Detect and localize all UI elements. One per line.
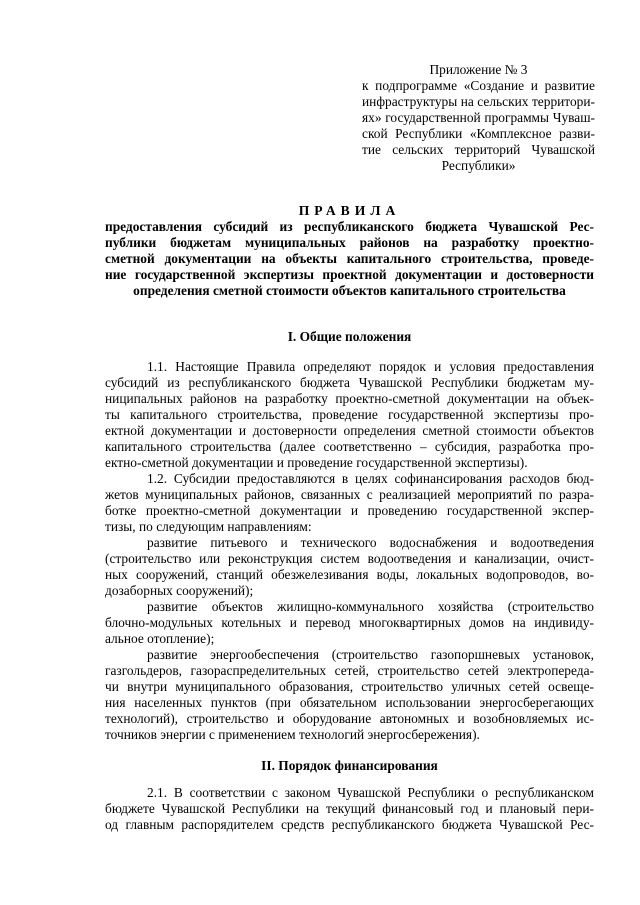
rules-subtitle-line: сметной документации на объекты капитального строительства, проведе- bbox=[105, 251, 594, 266]
paragraph-line: развитие энергообеспечения (строительство газопоршневых установок, bbox=[147, 647, 594, 662]
appendix-line: Республики» bbox=[441, 158, 516, 173]
paragraph-line: точников энергии с применением технологий энергосбережения). bbox=[105, 727, 480, 742]
section-heading: I. Общие положения bbox=[287, 329, 412, 344]
rules-subtitle-line: публики бюджетам муниципальных районов на разработку проектно- bbox=[105, 235, 594, 250]
paragraph-line: ботке проектно-сметной документации и проведению государственной экспер- bbox=[105, 503, 594, 518]
appendix-line: инфраструктуры на сельских территори- bbox=[362, 94, 595, 109]
paragraph-line: ектно-сметной документации и проведение государственной экспертизы). bbox=[105, 455, 528, 470]
rules-subtitle-line: ние государственной экспертизы проектной документации и достоверности bbox=[105, 267, 594, 282]
paragraph-line: ты капитального строительства, проведение государственной экспертизы про- bbox=[105, 407, 594, 422]
paragraph-line: газгольдеров, газораспределительных сетей, строительство сетей электропереда- bbox=[105, 663, 594, 678]
rules-subtitle-line: предоставления субсидий из республиканского бюджета Чувашской Рес- bbox=[105, 219, 594, 234]
appendix-line: ях» государственной программы Чуваш- bbox=[362, 110, 595, 125]
paragraph-line: од главным распорядителем средств республиканского бюджета Чувашской Рес- bbox=[105, 817, 594, 832]
appendix-line: тие сельских территорий Чувашской bbox=[362, 142, 595, 157]
appendix-title: Приложение № 3 bbox=[429, 62, 528, 77]
rules-subtitle-line: определения сметной стоимости объектов капитального строительства bbox=[133, 283, 566, 298]
paragraph-line: чи внутри муниципального образования, строительство уличных сетей освеще- bbox=[105, 679, 594, 694]
appendix-line: ской Республики «Комплексное разви- bbox=[362, 126, 595, 141]
paragraph-line: 1.2. Субсидии предоставляются в целях софинансирования расходов бюд- bbox=[147, 471, 594, 486]
paragraph-line: капитального строительства (далее соответственно – субсидия, разработка про- bbox=[105, 439, 594, 454]
paragraph-line: 1.1. Настоящие Правила определяют порядок и условия предоставления bbox=[147, 359, 594, 374]
paragraph-line: ниципальных районов на разработку проектно-сметной документации на объек- bbox=[105, 391, 594, 406]
paragraph-line: ектной документации и достоверности определения сметной стоимости объектов bbox=[105, 423, 594, 438]
paragraph-line: субсидий из республиканского бюджета Чувашской Республики бюджетам му- bbox=[105, 375, 594, 390]
paragraph-line: развитие объектов жилищно-коммунального хозяйства (строительство bbox=[147, 599, 594, 614]
paragraph-line: блочно-модульных котельных и перевод многоквартирных домов на индивиду- bbox=[105, 615, 594, 630]
paragraph-line: ных сооружений, станций обезжелезивания воды, локальных водопроводов, во- bbox=[105, 567, 594, 582]
paragraph-line: альное отопление); bbox=[105, 631, 215, 646]
paragraph-line: развитие питьевого и технического водоснабжения и водоотведения bbox=[147, 535, 594, 550]
paragraph-line: 2.1. В соответствии с законом Чувашской Республики о республиканском bbox=[147, 785, 594, 800]
paragraph-line: дозаборных сооружений); bbox=[105, 583, 254, 598]
paragraph-line: ния населенных пунктов (при обязательном использовании энергосберегающих bbox=[105, 695, 594, 710]
rules-title: ПРАВИЛА bbox=[298, 203, 401, 218]
appendix-line: к подпрограмме «Создание и развитие bbox=[362, 78, 595, 93]
paragraph-line: (строительство или реконструкция систем водоотведения и канализации, очист- bbox=[105, 551, 594, 566]
paragraph-line: жетов муниципальных районов, связанных с реализацией мероприятий по разра- bbox=[105, 487, 594, 502]
paragraph-line: бюджете Чувашской Республики на текущий финансовый год и плановый пери- bbox=[105, 801, 594, 816]
section-heading: II. Порядок финансирования bbox=[261, 758, 438, 773]
paragraph-line: технологий), строительство и оборудование автономных и возобновляемых ис- bbox=[105, 711, 594, 726]
paragraph-line: тизы, по следующим направлениям: bbox=[105, 519, 312, 534]
